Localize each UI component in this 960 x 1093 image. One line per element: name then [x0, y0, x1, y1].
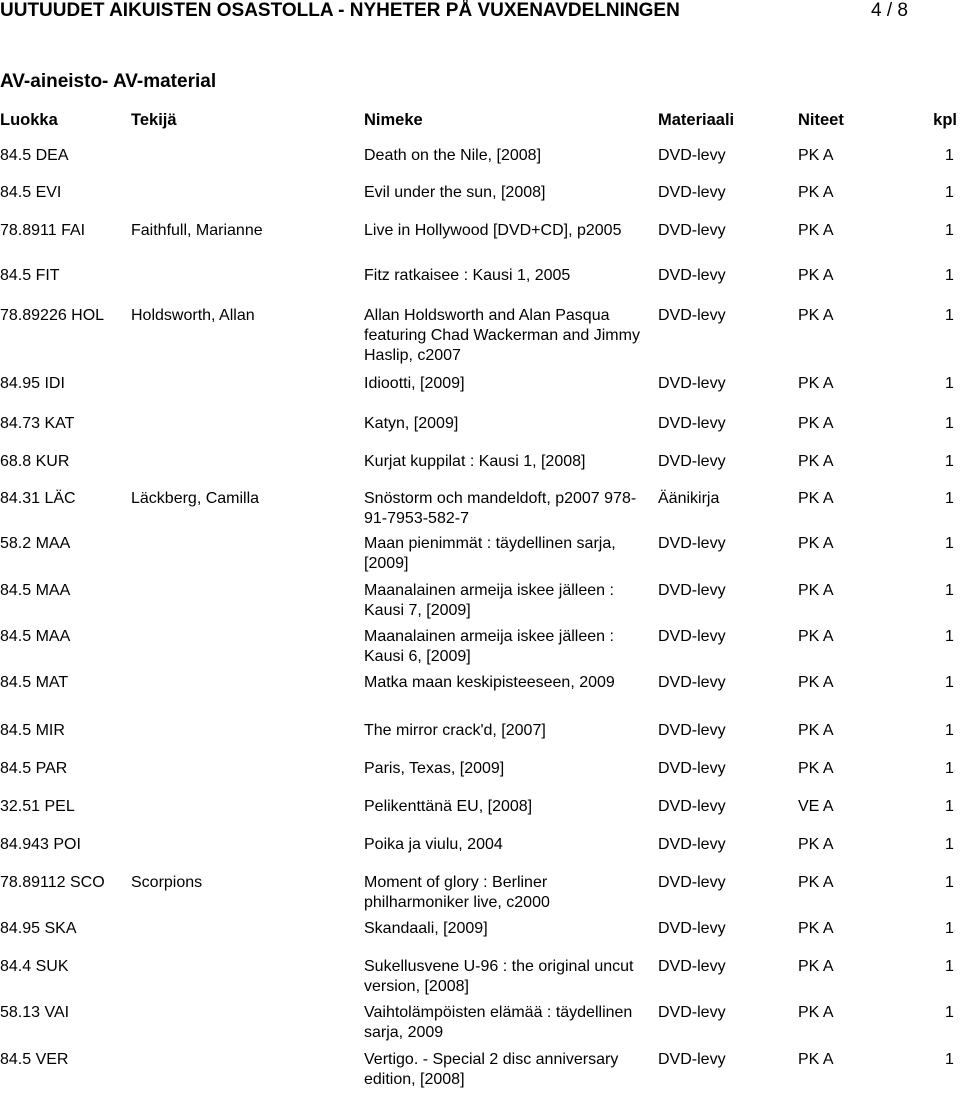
cell-title: Moment of glory : Berliner philharmoniker live, c2000 — [364, 874, 550, 911]
cell-author: Faithfull, Marianne — [131, 222, 263, 239]
cell-count: 1 — [945, 453, 954, 470]
cell-title: The mirror crack'd, [2007] — [364, 722, 546, 739]
cell-collection: PK A — [798, 1004, 834, 1021]
cell-collection: PK A — [798, 628, 834, 645]
cell-material: DVD-levy — [658, 628, 726, 645]
cell-class: 84.5 MAA — [0, 582, 71, 599]
cell-title: Maanalainen armeija iskee jälleen : Kausi 7, [2009] — [364, 582, 614, 619]
column-header-author: Tekijä — [131, 111, 177, 129]
cell-title: Vertigo. - Special 2 disc anniversary edition, [2008] — [364, 1051, 619, 1088]
cell-material: DVD-levy — [658, 267, 726, 284]
cell-count: 1 — [945, 535, 954, 552]
cell-count: 1 — [945, 874, 954, 891]
cell-class: 84.5 MAA — [0, 628, 71, 645]
cell-count: 1 — [945, 760, 954, 777]
cell-collection: PK A — [798, 582, 834, 599]
cell-collection: PK A — [798, 958, 834, 975]
cell-title: Katyn, [2009] — [364, 415, 459, 432]
cell-collection: VE A — [798, 798, 834, 815]
table-header — [0, 111, 960, 133]
cell-collection: PK A — [798, 375, 834, 392]
cell-collection: PK A — [798, 836, 834, 853]
cell-class: 84.95 SKA — [0, 920, 77, 937]
cell-collection: PK A — [798, 535, 834, 552]
cell-title: Idiootti, [2009] — [364, 375, 465, 392]
cell-title: Death on the Nile, [2008] — [364, 147, 542, 164]
cell-title: Allan Holdsworth and Alan Pasqua featuring Chad Wackerman and Jimmy Haslip, c2007 — [364, 307, 640, 364]
cell-title: Skandaali, [2009] — [364, 920, 488, 937]
cell-class: 84.5 MIR — [0, 722, 65, 739]
cell-material: DVD-levy — [658, 958, 726, 975]
cell-material: Äänikirja — [658, 490, 720, 507]
cell-title: Snöstorm och mandeldoft, p2007 978-91-7953-582-7 — [364, 490, 637, 527]
cell-title: Poika ja viulu, 2004 — [364, 836, 503, 853]
cell-author: Holdsworth, Allan — [131, 307, 255, 324]
cell-material: DVD-levy — [658, 722, 726, 739]
cell-collection: PK A — [798, 222, 834, 239]
cell-count: 1 — [945, 267, 954, 284]
cell-material: DVD-levy — [658, 1051, 726, 1068]
cell-collection: PK A — [798, 415, 834, 432]
cell-material: DVD-levy — [658, 375, 726, 392]
cell-class: 78.8911 FAI — [0, 222, 86, 239]
column-header-title: Nimeke — [364, 111, 423, 129]
cell-material: DVD-levy — [658, 582, 726, 599]
column-header-collection: Niteet — [798, 111, 844, 129]
cell-class: 84.943 POI — [0, 836, 81, 853]
cell-class: 84.5 EVI — [0, 184, 62, 201]
cell-count: 1 — [945, 375, 954, 392]
cell-collection: PK A — [798, 760, 834, 777]
cell-material: DVD-levy — [658, 453, 726, 470]
column-header-material: Materiaali — [658, 111, 735, 129]
cell-title: Sukellusvene U-96 : the original uncut version, [2008] — [364, 958, 634, 995]
cell-title: Evil under the sun, [2008] — [364, 184, 546, 201]
cell-collection: PK A — [798, 453, 834, 470]
cell-material: DVD-levy — [658, 184, 726, 201]
cell-title: Maan pienimmät : täydellinen sarja, [2009] — [364, 535, 616, 572]
cell-class: 84.95 IDI — [0, 375, 65, 392]
column-header-count: kpl — [933, 111, 957, 129]
cell-collection: PK A — [798, 674, 834, 691]
page-number: 4 / 8 — [871, 0, 908, 21]
cell-collection: PK A — [798, 874, 834, 891]
cell-count: 1 — [945, 222, 954, 239]
cell-material: DVD-levy — [658, 674, 726, 691]
cell-count: 1 — [945, 628, 954, 645]
cell-class: 58.13 VAI — [0, 1004, 70, 1021]
cell-collection: PK A — [798, 490, 834, 507]
cell-collection: PK A — [798, 307, 834, 324]
cell-class: 58.2 MAA — [0, 535, 71, 552]
cell-material: DVD-levy — [658, 222, 726, 239]
cell-count: 1 — [945, 582, 954, 599]
cell-title: Fitz ratkaisee : Kausi 1, 2005 — [364, 267, 571, 284]
cell-collection: PK A — [798, 184, 834, 201]
cell-author: Läckberg, Camilla — [131, 490, 260, 507]
cell-material: DVD-levy — [658, 920, 726, 937]
cell-count: 1 — [945, 836, 954, 853]
cell-collection: PK A — [798, 147, 834, 164]
cell-count: 1 — [945, 1004, 954, 1021]
cell-collection: PK A — [798, 1051, 834, 1068]
cell-collection: PK A — [798, 267, 834, 284]
cell-count: 1 — [945, 958, 954, 975]
cell-material: DVD-levy — [658, 836, 726, 853]
cell-count: 1 — [945, 674, 954, 691]
cell-class: 78.89226 HOL — [0, 307, 105, 324]
cell-count: 1 — [945, 307, 954, 324]
cell-count: 1 — [945, 184, 954, 201]
cell-class: 84.5 FIT — [0, 267, 60, 284]
cell-material: DVD-levy — [658, 307, 726, 324]
cell-count: 1 — [945, 147, 954, 164]
cell-title: Paris, Texas, [2009] — [364, 760, 505, 777]
cell-material: DVD-levy — [658, 147, 726, 164]
cell-class: 84.73 KAT — [0, 415, 75, 432]
cell-class: 68.8 KUR — [0, 453, 70, 470]
cell-count: 1 — [945, 920, 954, 937]
cell-material: DVD-levy — [658, 1004, 726, 1021]
cell-class: 84.5 VER — [0, 1051, 69, 1068]
section-title: AV-aineisto- AV-material — [0, 71, 217, 92]
cell-material: DVD-levy — [658, 760, 726, 777]
cell-title: Pelikenttänä EU, [2008] — [364, 798, 533, 815]
cell-count: 1 — [945, 1051, 954, 1068]
cell-material: DVD-levy — [658, 874, 726, 891]
cell-material: DVD-levy — [658, 415, 726, 432]
cell-class: 84.5 PAR — [0, 760, 68, 777]
cell-class: 84.5 DEA — [0, 147, 69, 164]
cell-collection: PK A — [798, 920, 834, 937]
cell-count: 1 — [945, 490, 954, 507]
cell-material: DVD-levy — [658, 798, 726, 815]
cell-class: 84.4 SUK — [0, 958, 69, 975]
cell-count: 1 — [945, 798, 954, 815]
header-title: UUTUUDET AIKUISTEN OSASTOLLA - NYHETER PÅ VUXENAVDELNINGEN — [0, 0, 680, 21]
cell-material: DVD-levy — [658, 535, 726, 552]
cell-class: 32.51 PEL — [0, 798, 75, 815]
cell-title: Live in Hollywood [DVD+CD], p2005 — [364, 222, 622, 239]
cell-collection: PK A — [798, 722, 834, 739]
cell-title: Vaihtolämpöisten elämää : täydellinen sarja, 2009 — [364, 1004, 633, 1041]
cell-title: Matka maan keskipisteeseen, 2009 — [364, 674, 615, 691]
cell-title: Kurjat kuppilat : Kausi 1, [2008] — [364, 453, 586, 470]
cell-class: 78.89112 SCO — [0, 874, 105, 891]
cell-count: 1 — [945, 415, 954, 432]
cell-title: Maanalainen armeija iskee jälleen : Kausi 6, [2009] — [364, 628, 614, 665]
column-header-class: Luokka — [0, 111, 58, 129]
cell-author: Scorpions — [131, 874, 203, 891]
page-header — [0, 0, 960, 24]
cell-class: 84.5 MAT — [0, 674, 69, 691]
cell-count: 1 — [945, 722, 954, 739]
cell-class: 84.31 LÄC — [0, 490, 76, 507]
